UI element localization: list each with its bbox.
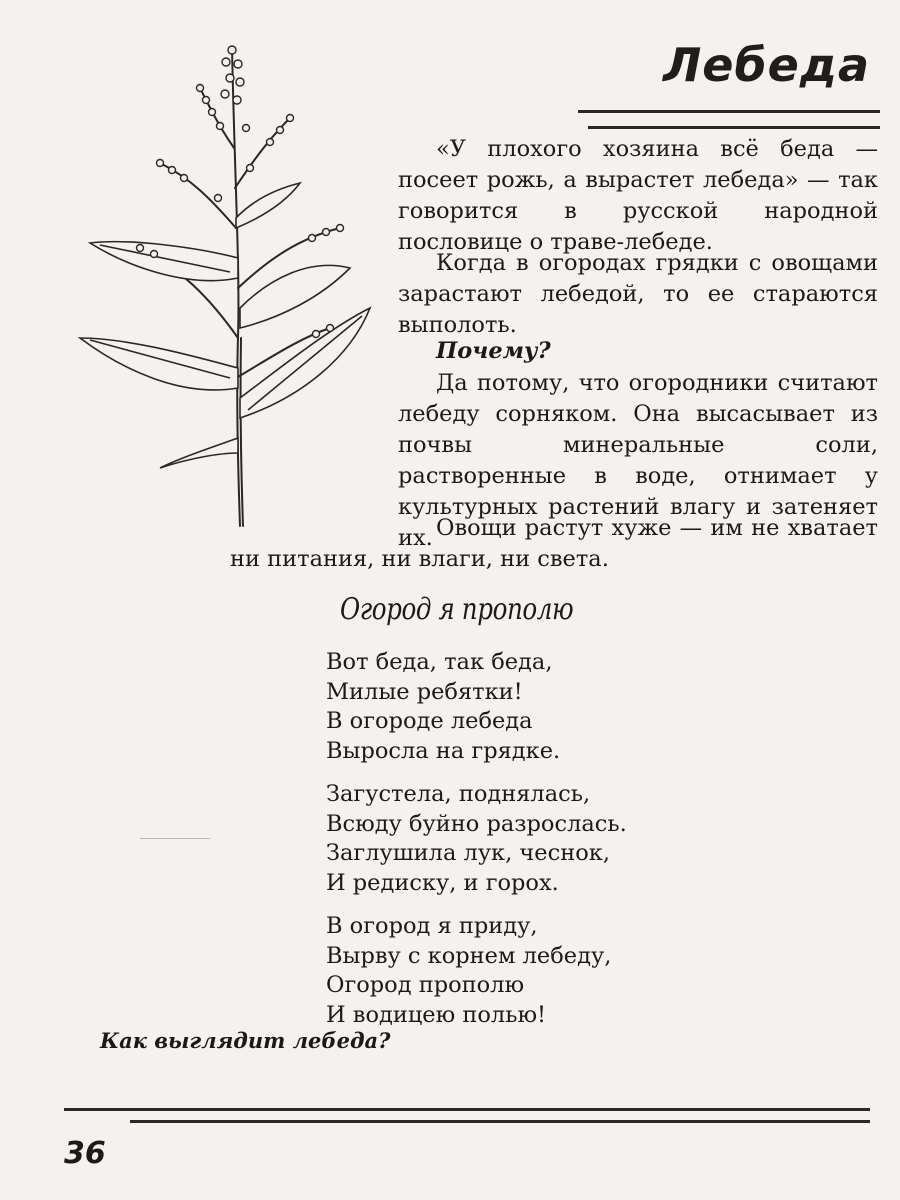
plant-leaf xyxy=(236,183,300,228)
page-number: 36 xyxy=(64,1136,106,1171)
poem-line: Огород прополю xyxy=(326,972,525,998)
poem-line: Загустела, поднялась, xyxy=(326,781,591,807)
why-heading: Почему? xyxy=(436,338,551,364)
page-title: Лебеда xyxy=(663,38,870,92)
leaf-plant-icon xyxy=(70,38,400,528)
poem-stanza xyxy=(326,648,627,766)
poem-line: В огороде лебеда xyxy=(326,708,533,734)
poem xyxy=(326,648,627,1044)
poem-line: Вот беда, так беда, xyxy=(326,649,553,675)
poem-line: Всюду буйно разрослась. xyxy=(326,810,627,837)
quote-paragraph: «У плохого хозяина всё беда — посеет рожь, а вырастет лебеда» — так говорится в русской народной пословице о траве-лебеде. xyxy=(398,136,878,255)
poem-line: И редиску, и горох. xyxy=(326,869,559,896)
poem-line: Выросла на грядке. xyxy=(326,737,561,764)
question-text: Как выглядит лебеда? xyxy=(100,1028,391,1053)
title-rule-lower xyxy=(588,126,880,129)
poem-line: В огород я приду, xyxy=(326,913,538,939)
poem-stanza xyxy=(326,780,627,898)
plant-leaf xyxy=(240,265,350,328)
poem-line: И водицею полью! xyxy=(326,1001,547,1028)
poem-line: Заглушила лук, чеснок, xyxy=(326,840,610,866)
footer-rule-upper xyxy=(64,1108,870,1111)
footer-rule-lower xyxy=(130,1120,870,1123)
weeds-paragraph: Когда в огородах грядки с овощами зарастают лебедой, то ее стараются выполоть. xyxy=(398,250,878,338)
answer-paragraph: Да потому, что огородники считают лебеду сорняком. Она высасывает из почвы минеральные соли, растворенные в воде, отнимает у культурных растений влагу и затеняет их. xyxy=(398,370,878,551)
poem-line: Милые ребятки! xyxy=(326,678,523,705)
poem-title: Огород я прополю xyxy=(340,592,574,627)
vegetables-paragraph: Овощи растут хуже — им не хватает ни питания, ни влаги, ни света. xyxy=(230,515,878,572)
poem-line: Вырву с корнем лебеду, xyxy=(326,942,612,969)
plant-leaf xyxy=(160,438,238,468)
title-rule-upper xyxy=(578,110,880,113)
faint-divider xyxy=(140,838,210,839)
poem-stanza xyxy=(326,912,627,1030)
plant-leaf xyxy=(80,338,238,390)
